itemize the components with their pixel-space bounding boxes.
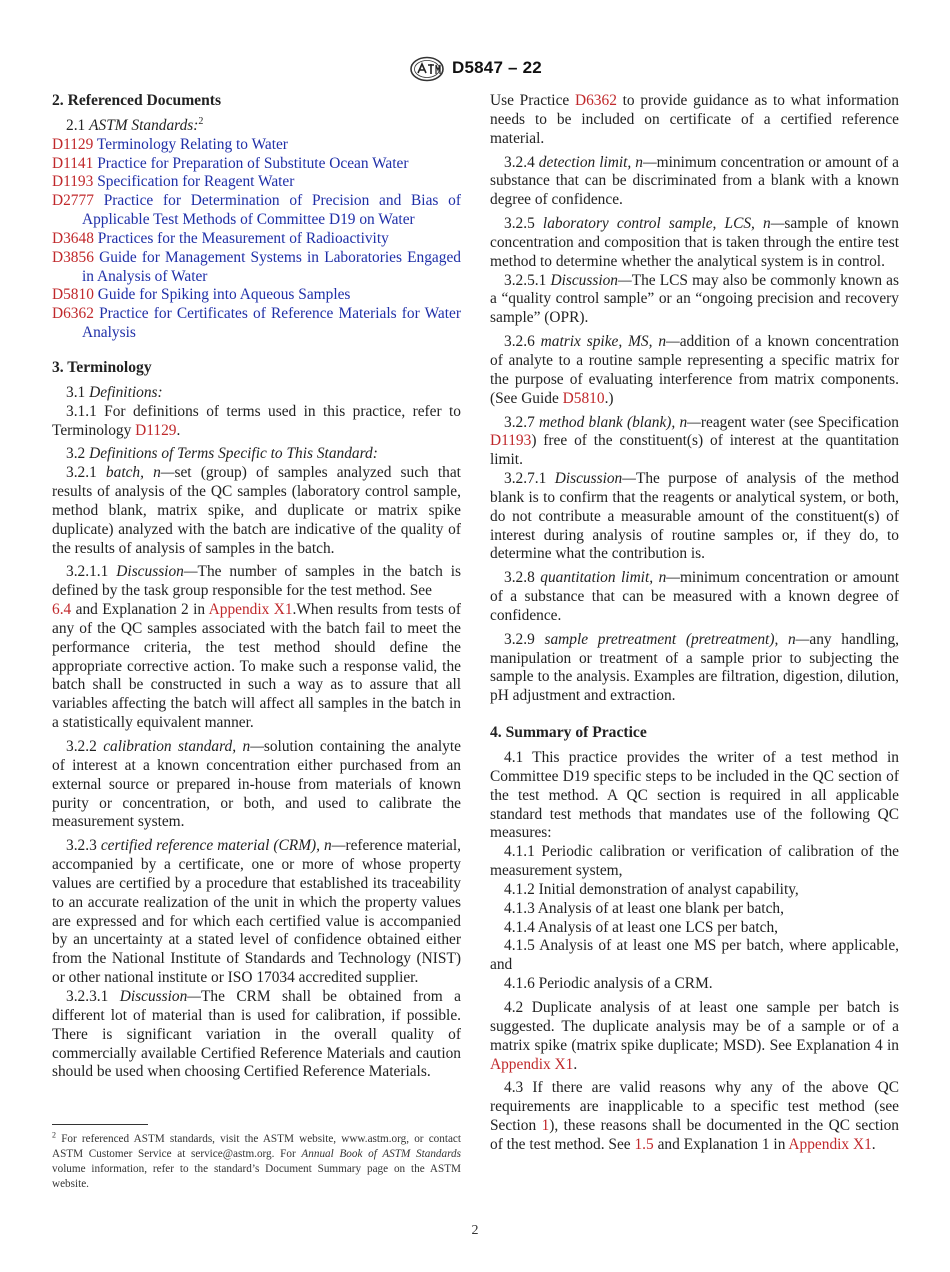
page-number: 2 [471, 1223, 479, 1238]
para-3-2-6: 3.2.6 matrix spike, MS, n—addition of a known concentration of analyte to a routine sample representing a specific matrix for the purpose of evaluating interference from matrix components. (See Guide D5810.) [490, 333, 899, 407]
para-3-2-7: 3.2.7 method blank (blank), n—reagent water (see Specification D1193) free of the constituent(s) of interest at the quantitation limit. [490, 413, 899, 469]
ref-code-link[interactable]: D5810 [52, 286, 94, 304]
astm-logo-icon [409, 56, 445, 82]
para-3-2-7-1: 3.2.7.1 Discussion—The purpose of analysis of the method blank is to confirm that the reagents or analytical system, or both, do not contribute a measurable amount of the constituent(s) of interest during analysis of routine samples or, if they do, to determine what the contribution is. [490, 470, 899, 563]
link-section-1[interactable]: 1 [541, 1117, 550, 1135]
para-3-2-3-1: 3.2.3.1 Discussion—The CRM shall be obtained from a different lot of material than is used for calibration, if possible. There is significant variation in the overall quality of commercially available Certified Reference Materials and caution should be used when choosing Certified Reference Materials. [52, 987, 461, 1081]
para-4-1-6: 4.1.6 Periodic analysis of a CRM. [504, 975, 713, 993]
para-3-2-5-1: 3.2.5.1 Discussion—The LCS may also be commonly known as a “quality control sample” or an “ongoing precision and recovery sample” (OPR). [490, 271, 899, 327]
footnote-2: $^2$ For referenced ASTM standards, visit the ASTM website, www.astm.org, or contact ASTM Customer Service at service@astm.org. For Annual Book of ASTM Standards volume information, refer to the standard’s Document Summary page on the ASTM website. [52, 1130, 461, 1190]
link-d1193[interactable]: D1193 [490, 432, 532, 450]
left-column [52, 92, 461, 1082]
para-3-2-3-1-continued: Use Practice D6362 to provide guidance as to what information needs to be included on certificate of a certified reference material. [490, 92, 899, 147]
para-3-1-1: 3.1.1 For definitions of terms used in this practice, refer to Terminology D1129. [52, 402, 461, 439]
ref-d3648[interactable]: D3648 Practices for the Measurement of Radioactivity [52, 229, 389, 247]
para-3-2-1: 3.2.1 batch, n—set (group) of samples analyzed such that results of analysis of the QC samples (laboratory control sample, method blank, matrix spike, and duplicate or matrix spike duplicate) analyzed with the batch are indicative of the quality of the results of analysis of samples in the batch. [52, 464, 461, 557]
link-d5810[interactable]: D5810 [562, 389, 605, 407]
ref-code-link[interactable]: D2777 [52, 192, 94, 210]
para-2-1: 2.1 ASTM Standards:$^2$ [66, 115, 204, 134]
link-appendix-x1[interactable]: Appendix X1 [788, 1135, 872, 1153]
para-3-2-5: 3.2.5 laboratory control sample, LCS, n—sample of known concentration and composition that is taken through the entire test method to determine whether the analytical system is in control. [490, 215, 899, 270]
para-4-2: 4.2 Duplicate analysis of at least one sample per batch is suggested. The duplicate analysis may be of a sample or of a matrix spike (matrix spike duplicate; MSD). See Explanation 4 in Appendix X1. [490, 998, 899, 1073]
para-4-1-4: 4.1.4 Analysis of at least one LCS per batch, [504, 918, 778, 936]
ref-code-link[interactable]: D3648 [52, 229, 94, 247]
ref-code-link[interactable]: D6362 [52, 305, 94, 323]
section-2-heading: 2. Referenced Documents [52, 92, 222, 109]
ref-d1141[interactable]: D1141 Practice for Preparation of Substitute Ocean Water [52, 154, 409, 172]
page-header [0, 56, 950, 84]
section-3-heading: 3. Terminology [52, 358, 152, 376]
right-column [490, 92, 899, 1155]
link-appendix-x1[interactable]: Appendix X1 [208, 601, 293, 619]
document-id: D5847 – 22 [452, 58, 542, 77]
ref-d1129[interactable]: D1129 Terminology Relating to Water [52, 135, 288, 153]
para-3-2-8: 3.2.8 quantitation limit, n—minimum concentration or amount of a substance that can be measured with a known degree of confidence. [490, 569, 900, 624]
para-4-1-3: 4.1.3 Analysis of at least one blank per batch, [504, 899, 784, 917]
para-4-1-5: 4.1.5 Analysis of at least one MS per batch, where applicable, and [490, 937, 899, 974]
para-3-2-2: 3.2.2 calibration standard, n—solution containing the analyte of interest at a known concentration either purchased from an external source or prepared in-house from materials of known purity or concentration, or both, and used to calibrate the measurement system. [52, 738, 461, 831]
referenced-documents-list [52, 136, 461, 343]
ref-d3856[interactable]: D3856 Guide for Management Systems in Laboratories Engaged in Analysis of Water [52, 248, 461, 285]
para-3-2-1-1: 3.2.1.1 Discussion—The number of samples in the batch is defined by the task group responsible for the test method. See 6.4 and Explanation 2 in Appendix X1.When results from tests of any of the QC samples associated with the batch fail to meet the performance criteria, the test method should define the appropriate corrective action. To make such a response valid, the batch shall be constructed in such a way as to assure that all variables affecting the batch will affect all samples in the batch in a statistically equivalent manner. [52, 563, 461, 732]
footnote-divider [52, 1124, 148, 1125]
link-section-6-4[interactable]: 6.4 [52, 601, 72, 619]
link-section-1-5[interactable]: 1.5 [634, 1135, 654, 1153]
section-4-heading: 4. Summary of Practice [490, 724, 647, 742]
para-4-1-2: 4.1.2 Initial demonstration of analyst capability, [504, 880, 799, 898]
ref-code-link[interactable]: D3856 [52, 248, 94, 266]
ref-d5810[interactable]: D5810 Guide for Spiking into Aqueous Samples [52, 286, 351, 304]
para-3-2: 3.2 Definitions of Terms Specific to This Standard: [66, 445, 378, 463]
link-d1129[interactable]: D1129 [135, 421, 177, 439]
ref-code-link[interactable]: D1193 [52, 173, 94, 191]
ref-d1193[interactable]: D1193 Specification for Reagent Water [52, 173, 295, 191]
link-d6362[interactable]: D6362 [575, 92, 617, 109]
para-3-2-4: 3.2.4 detection limit, n—minimum concentration or amount of a substance that can be discriminated from a blank with a known degree of confidence. [490, 153, 899, 209]
para-3-1: 3.1 Definitions: [66, 383, 163, 401]
ref-code-link[interactable]: D1129 [52, 135, 94, 153]
para-4-1-1: 4.1.1 Periodic calibration or verification of calibration of the measurement system, [490, 843, 899, 880]
ref-d2777[interactable]: D2777 Practice for Determination of Precision and Bias of Applicable Test Methods of Committee D19 on Water [52, 192, 461, 229]
para-4-3: 4.3 If there are valid reasons why any of the above QC requirements are inapplicable to a specific test method (see Section 1), these reasons shall be documented in the QC section of the test method. See 1.5 and Explanation 1 in Appendix X1. [490, 1079, 899, 1153]
para-4-1: 4.1 This practice provides the writer of a test method in Committee D19 specific steps to be included in the QC section of the test method. A QC section is required in all applicable standard test methods that mandates use of the following QC measures: [490, 749, 899, 842]
link-appendix-x1[interactable]: Appendix X1 [490, 1055, 574, 1073]
ref-d6362[interactable]: D6362 Practice for Certificates of Reference Materials for Water Analysis [52, 305, 461, 342]
para-3-2-3: 3.2.3 certified reference material (CRM), n—reference material, accompanied by a certificate, one or more of whose property values are certified by a procedure that established its traceability to an accurate realization of the unit in which the property values are expressed and for which each certified value is accompanied by an uncertainty at a stated level of confidence obtained either from the National Institute of Standards and Technology (NIST) or other national institute or ISO 17034 accredited supplier. [52, 837, 461, 987]
ref-code-link[interactable]: D1141 [52, 154, 94, 172]
para-3-2-9: 3.2.9 sample pretreatment (pretreatment), n—any handling, manipulation or treatment of a sample prior to subjecting the sample to the analysis. Examples are filtration, digestion, dilution, pH adjustment and extraction. [490, 630, 899, 705]
